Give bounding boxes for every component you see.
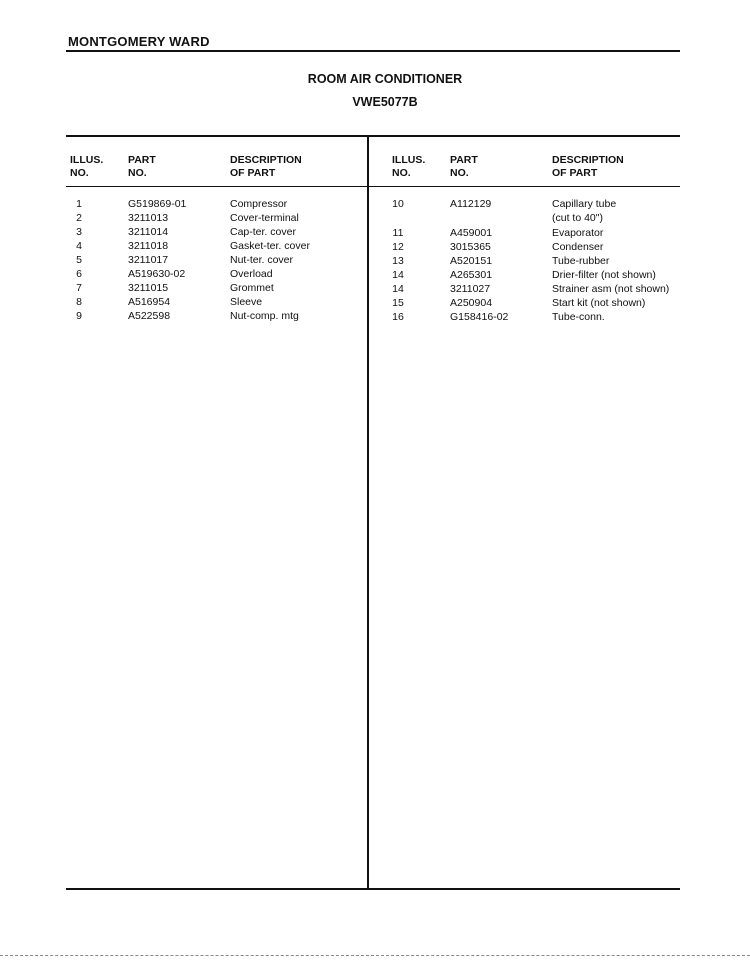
illus-number: 14 — [392, 283, 404, 295]
part-number: 3015365 — [450, 241, 491, 253]
part-description: Sleeve — [230, 296, 263, 308]
illus-number: 2 — [76, 212, 82, 224]
illus-number: 11 — [392, 227, 404, 239]
table-bottom-rule — [66, 888, 680, 890]
part-number: A250904 — [450, 297, 493, 309]
part-description: Capillary tube — [552, 198, 617, 210]
part-description: Condenser — [552, 241, 604, 253]
illus-number: 15 — [392, 297, 404, 309]
illus-number: 12 — [392, 241, 404, 253]
illus-number: 10 — [392, 198, 404, 210]
document-title: ROOM AIR CONDITIONER — [307, 72, 463, 86]
page-bottom-rule — [0, 955, 750, 956]
header-part-right: PART NO. — [450, 154, 478, 179]
part-description: Cover-terminal — [230, 212, 299, 224]
part-number: 3211018 — [128, 240, 169, 252]
illus-number: 14 — [392, 269, 404, 281]
illus-number: 13 — [392, 255, 404, 267]
top-rule — [66, 50, 680, 52]
part-number: A522598 — [128, 310, 171, 322]
illus-number: 5 — [76, 254, 82, 266]
part-number: G158416-02 — [450, 311, 509, 323]
part-description: Tube-conn. — [552, 311, 605, 323]
part-description: Overload — [230, 268, 273, 280]
part-number: A459001 — [450, 227, 493, 239]
part-description: Compressor — [230, 198, 288, 210]
illus-number: 9 — [76, 310, 82, 322]
part-number: 3211017 — [128, 254, 169, 266]
part-number: A516954 — [128, 296, 171, 308]
part-number: A265301 — [450, 269, 493, 281]
part-description: Tube-rubber — [552, 255, 610, 267]
part-description: Grommet — [230, 282, 274, 294]
part-number: A519630-02 — [128, 268, 186, 280]
illus-number: 7 — [76, 282, 82, 294]
part-description-note: (cut to 40") — [552, 212, 603, 224]
part-number: G519869-01 — [128, 198, 187, 210]
header-underline — [66, 186, 680, 187]
header-illus-left: ILLUS. NO. — [70, 154, 104, 179]
part-number: 3211013 — [128, 212, 169, 224]
part-number: A520151 — [450, 255, 493, 267]
part-description: Nut-ter. cover — [230, 254, 294, 266]
part-number: 3211027 — [450, 283, 491, 295]
illus-number: 6 — [76, 268, 82, 280]
part-number: 3211015 — [128, 282, 169, 294]
illus-number: 3 — [76, 226, 82, 238]
part-description: Cap-ter. cover — [230, 226, 296, 238]
header-part-left: PART NO. — [128, 154, 156, 179]
column-divider — [367, 136, 369, 890]
part-description: Drier-filter (not shown) — [552, 269, 656, 281]
model-number: VWE5077B — [352, 95, 418, 109]
illus-number: 16 — [392, 311, 404, 323]
brand-heading: MONTGOMERY WARD — [68, 34, 210, 49]
part-description: Strainer asm (not shown) — [552, 283, 670, 295]
part-description: Gasket-ter. cover — [230, 240, 310, 252]
header-illus-right: ILLUS. NO. — [392, 154, 426, 179]
part-description: Evaporator — [552, 227, 604, 239]
part-description: Start kit (not shown) — [552, 297, 646, 309]
header-description-left: DESCRIPTION OF PART — [230, 154, 302, 179]
part-description: Nut-comp. mtg — [230, 310, 299, 322]
illus-number: 1 — [76, 198, 82, 210]
illus-number: 8 — [76, 296, 82, 308]
part-number: A112129 — [450, 198, 492, 210]
header-description-right: DESCRIPTION OF PART — [552, 154, 624, 179]
part-number: 3211014 — [128, 226, 169, 238]
illus-number: 4 — [76, 240, 82, 252]
table-top-rule — [66, 135, 680, 137]
